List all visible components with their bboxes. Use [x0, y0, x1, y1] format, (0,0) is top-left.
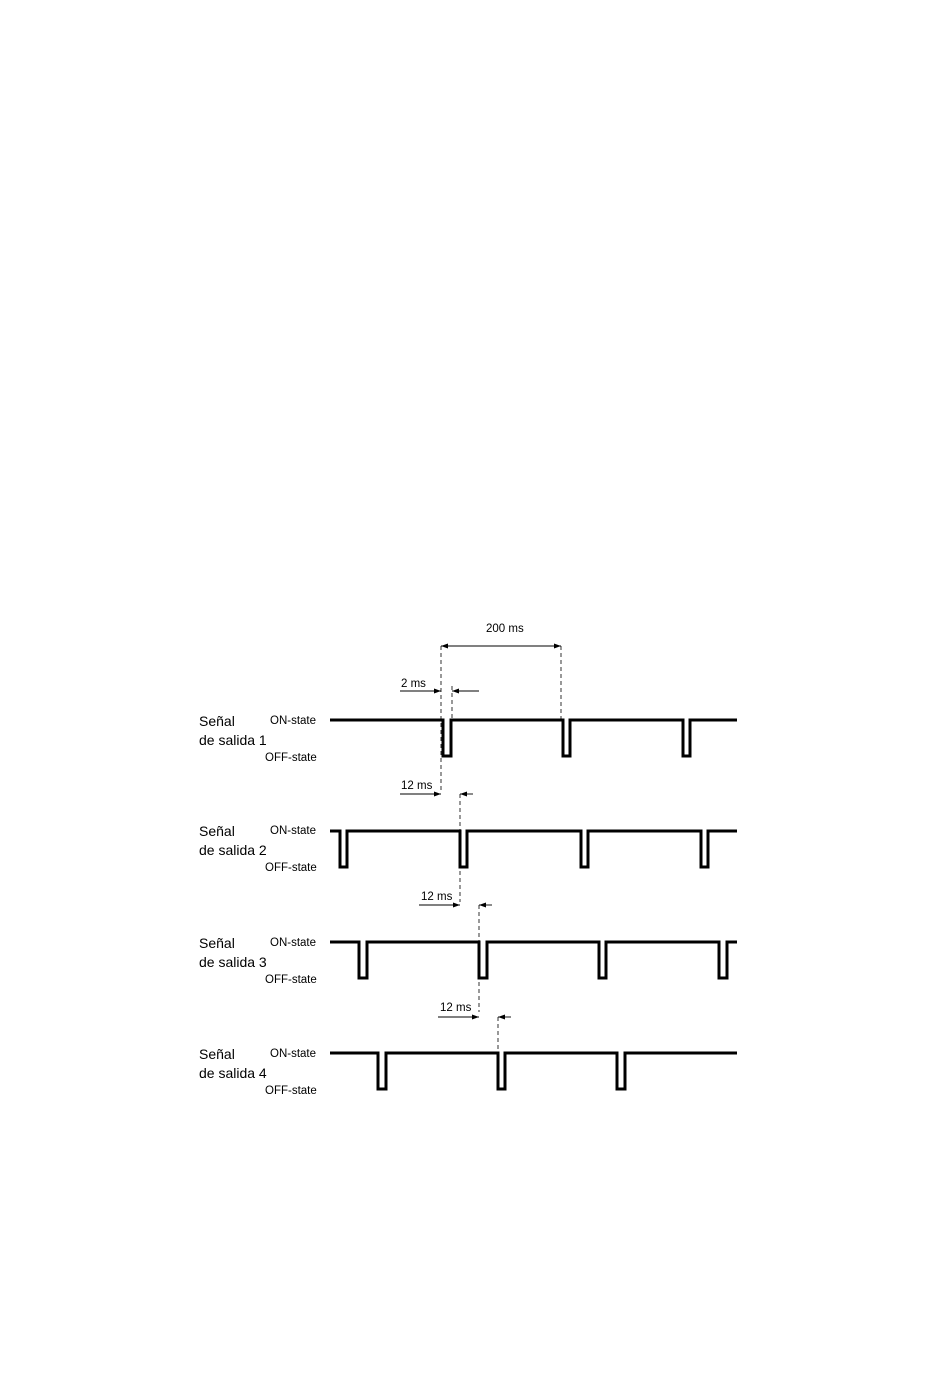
dimension-pulse-width [400, 678, 479, 691]
signal-4-name-line1: Señal [199, 1046, 235, 1062]
signal-1 [199, 713, 737, 764]
signal-1-waveform [330, 720, 737, 756]
signal-1-off-label: OFF-state [265, 752, 317, 764]
signal-2-waveform [330, 831, 737, 867]
signal-4-name-line2: de salida 4 [199, 1065, 267, 1081]
signal-2 [199, 823, 737, 874]
signal-2-name-line1: Señal [199, 823, 235, 839]
offset-2-label: 12 ms [401, 780, 433, 792]
signal-2-on-label: ON-state [270, 825, 317, 837]
dimension-offset-3 [419, 891, 492, 905]
signal-3-waveform [330, 942, 737, 978]
dimension-period [441, 623, 561, 646]
dimension-offset-4 [438, 1002, 511, 1017]
signal-1-on-label: ON-state [270, 715, 317, 727]
signal-1-name-line2: de salida 1 [199, 732, 267, 748]
signal-1-name-line1: Señal [199, 713, 235, 729]
dimension-offset-2 [400, 780, 473, 794]
offset-3-label: 12 ms [421, 891, 453, 903]
signal-4 [199, 1046, 737, 1097]
signal-3-on-label: ON-state [270, 937, 317, 949]
signal-3-name-line1: Señal [199, 935, 235, 951]
signal-3-name-line2: de salida 3 [199, 954, 267, 970]
signal-4-off-label: OFF-state [265, 1085, 317, 1097]
signal-2-off-label: OFF-state [265, 862, 317, 874]
offset-4-label: 12 ms [440, 1002, 472, 1014]
signal-2-name-line2: de salida 2 [199, 842, 267, 858]
signal-3 [199, 935, 737, 986]
pulse-width-label: 2 ms [401, 678, 426, 690]
signal-3-off-label: OFF-state [265, 974, 317, 986]
signal-4-on-label: ON-state [270, 1048, 317, 1060]
signal-4-waveform [330, 1053, 737, 1089]
period-label: 200 ms [486, 623, 524, 635]
